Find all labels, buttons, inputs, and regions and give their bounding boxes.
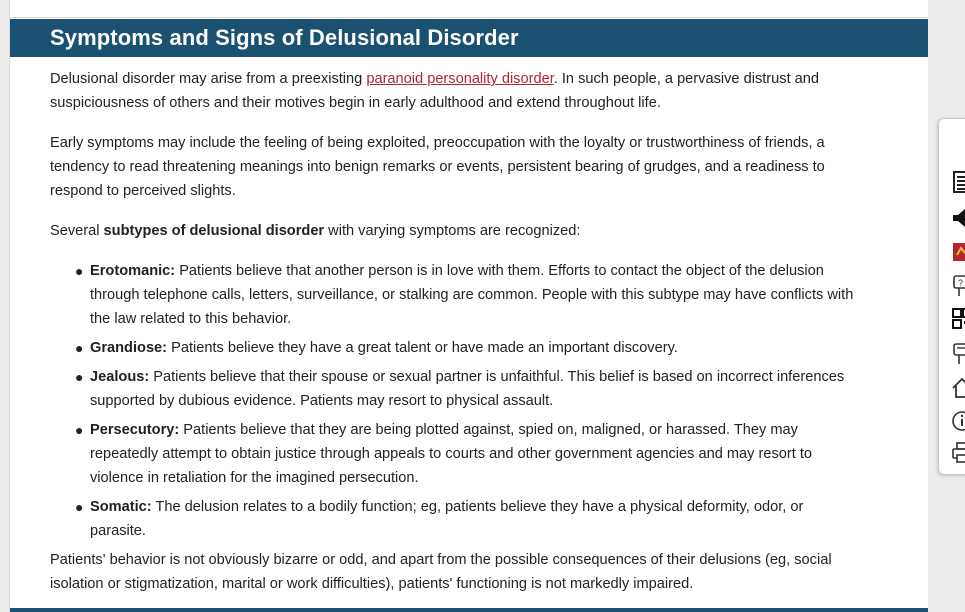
bullet-icon: ●	[75, 263, 84, 279]
paragraph-subtypes-intro	[50, 219, 860, 243]
flag-button[interactable]	[951, 239, 965, 265]
list-item	[50, 259, 860, 331]
subtype-term: Jealous:	[90, 369, 150, 385]
paragraph-early-symptoms: Early symptoms may include the feeling of being exploited, preoccupation with the loyalty or trustworthiness of friends, a tendency to read threatening meanings into benign remarks or events, persistent bearing of grudges, and a readiness to respond to perceived slights.	[50, 135, 825, 199]
audio-button[interactable]	[951, 205, 965, 231]
bottom-divider	[10, 608, 928, 612]
table-of-contents-button[interactable]	[951, 169, 965, 195]
audio-icon	[951, 205, 965, 231]
bullet-icon: ●	[75, 340, 84, 356]
print-button[interactable]	[951, 440, 965, 466]
paragraph-text: Several	[50, 223, 104, 239]
subtype-description: The delusion relates to a bodily function; eg, patients believe they have a physical deformity, odor, or parasite.	[90, 499, 804, 539]
section-header	[10, 19, 928, 57]
paranoid-personality-disorder-link[interactable]: paranoid personality disorder	[366, 71, 554, 87]
flag-icon	[951, 239, 965, 265]
comment-button[interactable]	[951, 341, 965, 367]
home-icon	[951, 375, 965, 401]
subtype-description: Patients believe they have a great talent or have made an important discovery.	[167, 340, 678, 356]
top-divider	[10, 0, 928, 18]
bullet-icon: ●	[75, 422, 84, 438]
subtype-term: Persecutory:	[90, 422, 180, 438]
article-content	[50, 67, 860, 612]
info-icon	[951, 408, 965, 434]
paragraph-text: Delusional disorder may arise from a preexisting	[50, 71, 367, 87]
svg-text:?: ?	[958, 278, 964, 288]
paragraph-intro	[50, 67, 860, 115]
subtype-description: Patients believe that they are being plotted against, spied on, maligned, or harassed. They may repeatedly attempt to obtain justice through appeals to courts and other government agencies and may resort to violence in retaliation for the imagined persecution.	[90, 422, 813, 486]
home-button[interactable]	[951, 375, 965, 401]
table-of-contents-icon	[951, 169, 965, 195]
subtypes-emphasis: subtypes of delusional disorder	[103, 223, 325, 239]
quiz-icon	[951, 273, 965, 299]
qr-code-button[interactable]	[951, 306, 965, 332]
list-item	[50, 336, 860, 360]
qr-code-icon	[951, 306, 965, 332]
info-button[interactable]	[951, 408, 965, 434]
subtype-description: Patients believe that their spouse or sexual partner is unfaithful. This belief is based on incorrect inferences supported by dubious evidence. Patients may resort to physical assault.	[90, 369, 845, 409]
paragraph-functioning: Patients' behavior is not obviously bizarre or odd, and apart from the possible consequences of their delusions (eg, social isolation or stigmatization, marital or work difficulties), patients' functioning is not markedly impaired.	[50, 552, 832, 592]
bullet-icon: ●	[75, 369, 84, 385]
subtype-term: Somatic:	[90, 499, 152, 515]
quiz-button[interactable]	[951, 273, 965, 299]
article-page	[9, 0, 928, 612]
print-icon	[951, 440, 965, 466]
list-item	[50, 495, 860, 543]
subtypes-list	[50, 259, 860, 543]
paragraph-text: with varying symptoms are recognized:	[324, 223, 581, 239]
list-item	[50, 365, 860, 413]
comment-icon	[951, 341, 965, 367]
subtype-term: Grandiose:	[90, 340, 168, 356]
list-item	[50, 418, 860, 490]
subtype-term: Erotomanic:	[90, 263, 176, 279]
subtype-description: Patients believe that another person is in love with them. Efforts to contact the object of the delusion through telephone calls, letters, surveillance, or stalking are common. People with this subtype may have conflicts with the law related to this behavior.	[90, 263, 854, 327]
bullet-icon: ●	[75, 499, 84, 515]
paragraph-text: . In such people, a pervasive distrust and suspiciousness of others and their motives begin in early adulthood and extend throughout life.	[50, 71, 820, 111]
side-toolbar	[938, 118, 965, 475]
section-title: Symptoms and Signs of Delusional Disorder	[50, 25, 519, 50]
